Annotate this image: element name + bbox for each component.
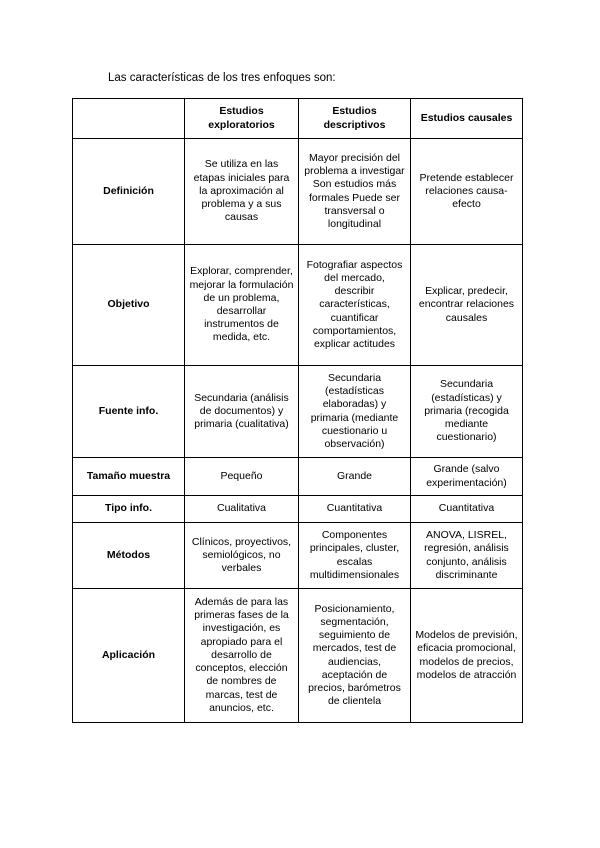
header-descriptivos xyxy=(299,99,411,139)
table-cell: Pretende establecer relaciones causa-efecto xyxy=(411,139,523,245)
row-label: Fuente info. xyxy=(73,366,185,458)
row-label: Métodos xyxy=(73,523,185,589)
table-cell: Pequeño xyxy=(185,458,299,496)
table-cell: Cuantitativa xyxy=(411,496,523,523)
table-row xyxy=(73,589,523,723)
table-cell: Secundaria (análisis de documentos) y primaria (cualitativa) xyxy=(185,366,299,458)
table-cell: ANOVA, LISREL, regresión, análisis conjunto, análisis discriminante xyxy=(411,523,523,589)
table-cell: Grande (salvo experimentación) xyxy=(411,458,523,496)
intro-text: Las características de los tres enfoques son: xyxy=(108,72,336,84)
row-label: Definición xyxy=(73,139,185,245)
table-row xyxy=(73,139,523,245)
table-cell: Mayor precisión del problema a investigar Son estudios más formales Puede ser transversal o longitudinal xyxy=(299,139,411,245)
table-cell: Secundaria (estadísticas) y primaria (recogida mediante cuestionario) xyxy=(411,366,523,458)
table-cell: Cualitativa xyxy=(185,496,299,523)
header-text: Estudios exploratorios xyxy=(208,105,275,131)
header-corner xyxy=(73,99,185,139)
row-label: Tipo info. xyxy=(73,496,185,523)
table-row xyxy=(73,496,523,523)
row-label: Tamaño muestra xyxy=(73,458,185,496)
header-exploratorios xyxy=(185,99,299,139)
table-row xyxy=(73,366,523,458)
header-causales xyxy=(411,99,523,139)
table-cell: Se utiliza en las etapas iniciales para la aproximación al problema y a sus causas xyxy=(185,139,299,245)
table-cell: Componentes principales, cluster, escalas multidimensionales xyxy=(299,523,411,589)
table-cell: Posicionamiento, segmentación, seguimiento de mercados, test de audiencias, aceptación de precios, barómetros de clientela xyxy=(299,589,411,723)
header-row xyxy=(73,99,523,139)
table-cell: Secundaria (estadísticas elaboradas) y primaria (mediante cuestionario u observación) xyxy=(299,366,411,458)
table-row xyxy=(73,245,523,366)
table-cell: Además de para las primeras fases de la investigación, es apropiado para el desarrollo de conceptos, elección de nombres de marcas, test de anuncios, etc. xyxy=(185,589,299,723)
table-cell: Fotografiar aspectos del mercado, describir características, cuantificar comportamientos, explicar actitudes xyxy=(299,245,411,366)
row-label: Aplicación xyxy=(73,589,185,723)
comparison-table xyxy=(72,98,523,723)
table-row xyxy=(73,458,523,496)
table-cell: Grande xyxy=(299,458,411,496)
row-label: Objetivo xyxy=(73,245,185,366)
table-row xyxy=(73,523,523,589)
table-cell: Explicar, predecir, encontrar relaciones causales xyxy=(411,245,523,366)
header-text: Estudios causales xyxy=(420,111,513,124)
table-cell: Modelos de previsión, eficacia promocional, modelos de precios, modelos de atracción xyxy=(411,589,523,723)
table-cell: Explorar, comprender, mejorar la formulación de un problema, desarrollar instrumentos de medida, etc. xyxy=(185,245,299,366)
header-text: Estudios descriptivos xyxy=(323,105,386,131)
table-cell: Cuantitativa xyxy=(299,496,411,523)
table-cell: Clínicos, proyectivos, semiológicos, no verbales xyxy=(185,523,299,589)
